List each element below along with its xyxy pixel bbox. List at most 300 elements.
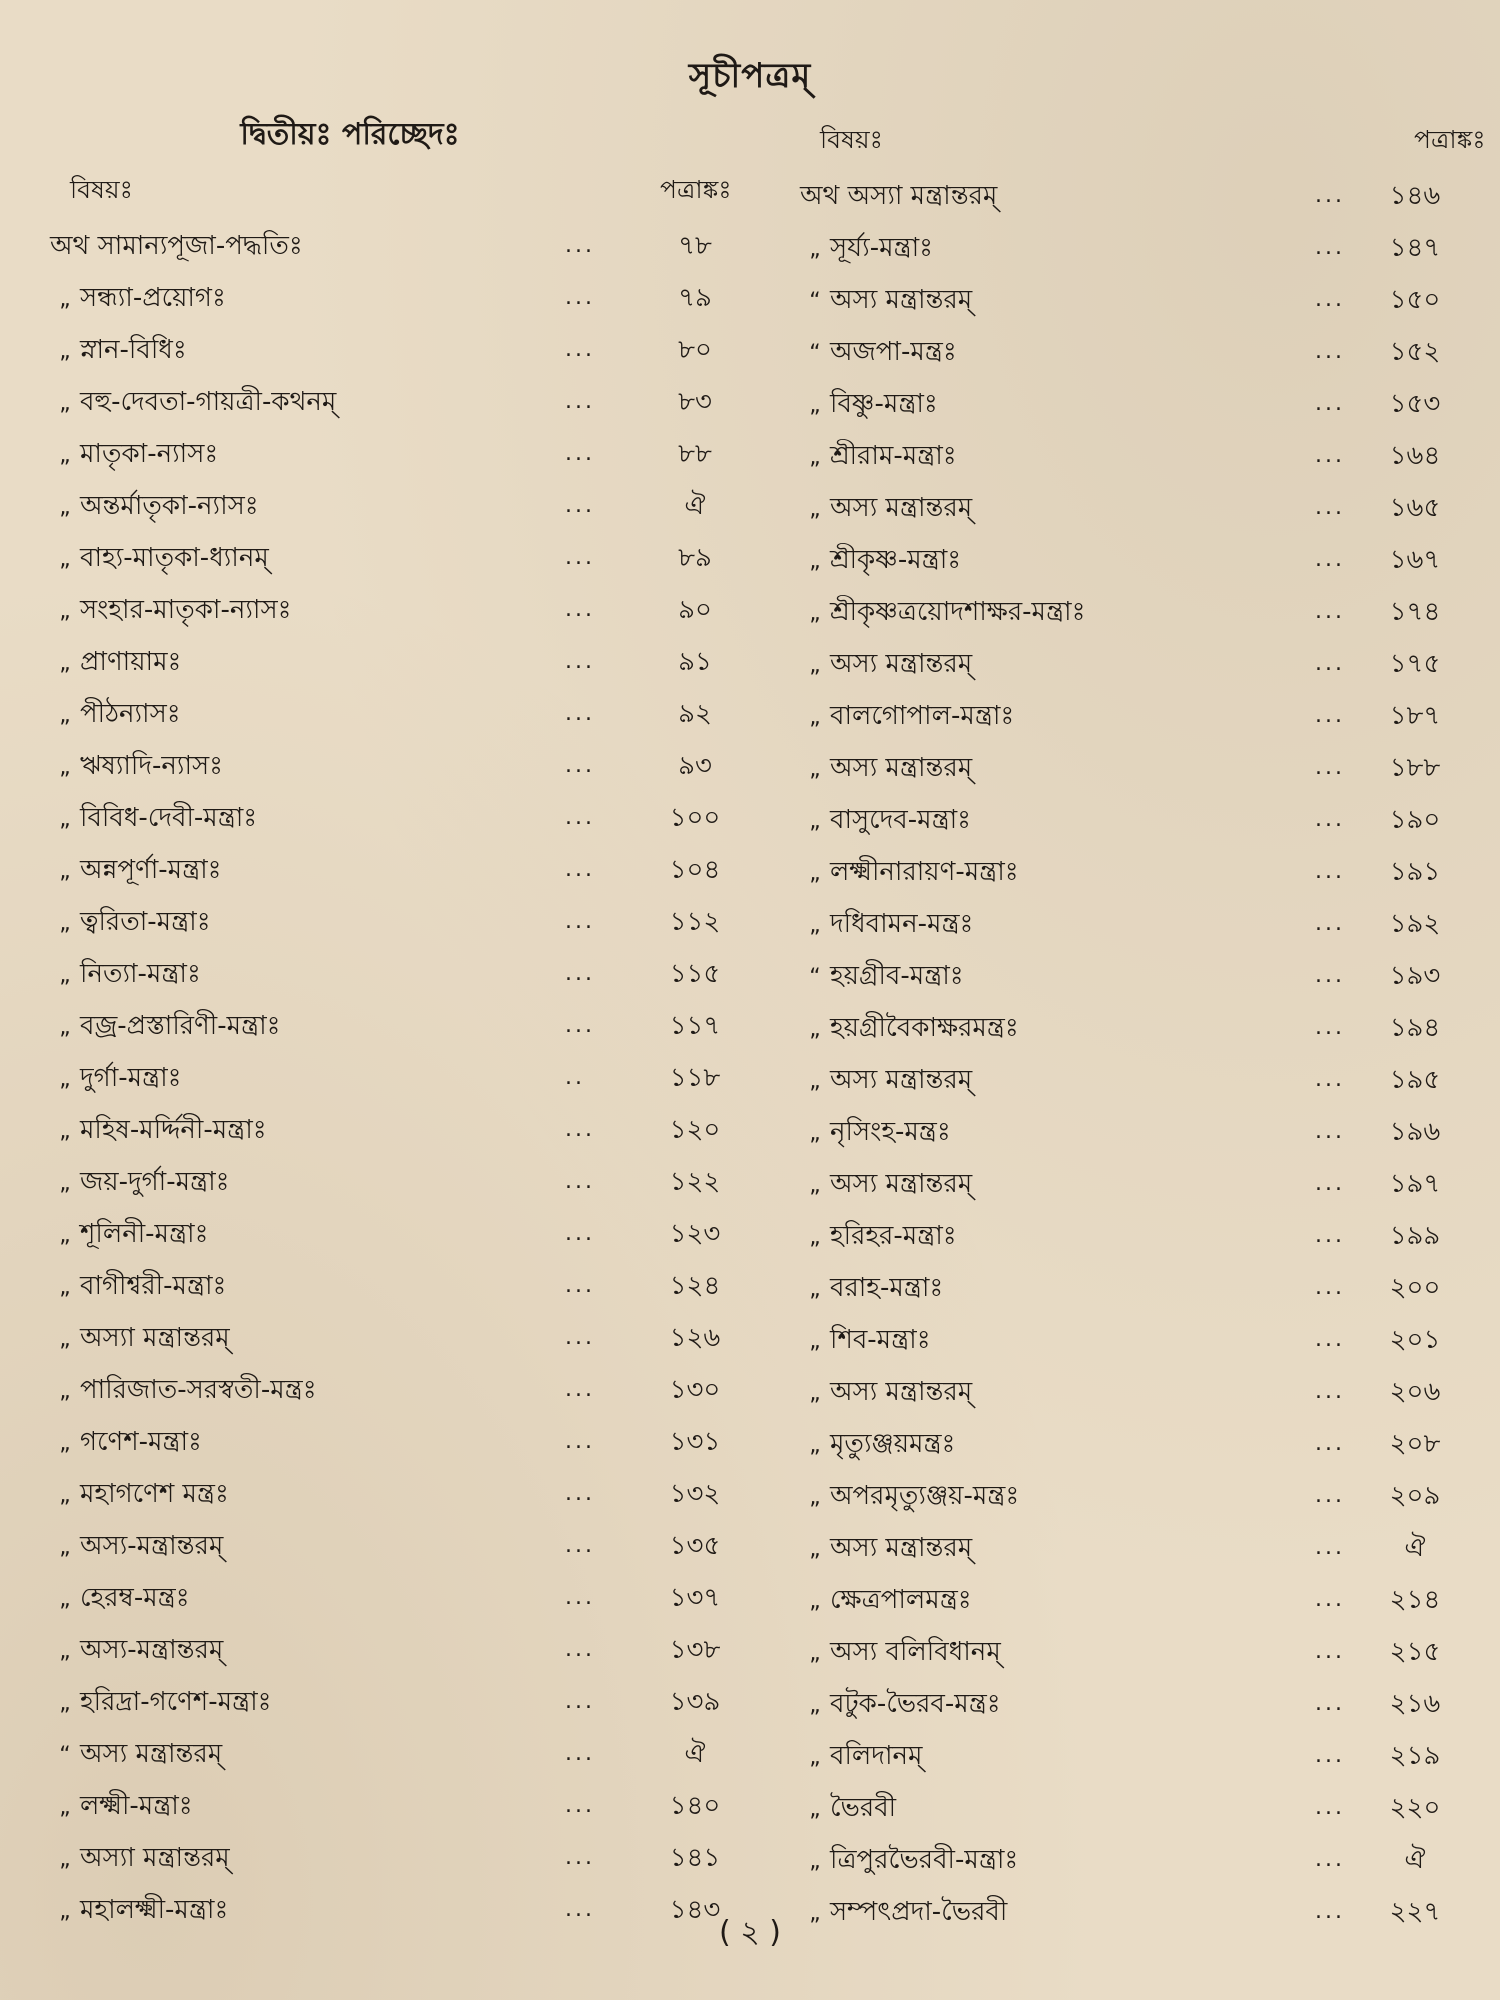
toc-entry (50, 1052, 750, 1104)
toc-entry (800, 950, 1460, 1002)
toc-entry (50, 792, 750, 844)
ditto-mark: „ (809, 861, 821, 886)
toc-entry (800, 274, 1460, 326)
ditto-mark: „ (59, 1795, 71, 1820)
leader-dots: ... (1315, 183, 1345, 208)
ditto-mark: „ (809, 1589, 821, 1614)
toc-entry-page: ১৯৬ (1389, 1117, 1441, 1147)
toc-entry-page: ১৮৮ (1389, 753, 1441, 783)
leader-dots: ... (565, 1377, 595, 1402)
ditto-mark: „ (59, 859, 71, 884)
toc-entry-title: বহু-দেবতা-গায়ত্রী-কথনম্ (80, 387, 337, 417)
toc-entry-title: অস্য মন্ত্রান্তরম্ (830, 753, 973, 783)
toc-entry-title: সন্ধ্যা-প্রয়োগঃ (80, 283, 226, 313)
toc-entry-page: ২০৯ (1389, 1481, 1441, 1511)
leader-dots: ... (1315, 339, 1345, 364)
toc-entry (800, 1158, 1460, 1210)
toc-entry (800, 1262, 1460, 1314)
toc-entry-title: লক্ষ্মী-মন্ত্রাঃ (80, 1791, 193, 1821)
ditto-mark: “ (809, 289, 821, 314)
leader-dots: ... (565, 701, 595, 726)
subject-header: বিষয়ঃ (70, 175, 133, 204)
toc-entry-title: নিত্যা-মন্ত্রাঃ (80, 959, 201, 989)
leader-dots: ... (1315, 1067, 1345, 1092)
leader-dots: ... (565, 805, 595, 830)
leader-dots: ... (565, 1637, 595, 1662)
toc-entry (50, 272, 750, 324)
toc-entry-page: ১৬৪ (1389, 441, 1441, 471)
toc-entry-title: অথ অস্যা মন্ত্রান্তরম্ (800, 181, 998, 211)
toc-entry-title: সংহার-মাতৃকা-ন্যাসঃ (80, 595, 292, 625)
toc-entry-page: ১৯৯ (1389, 1221, 1441, 1251)
toc-entry (800, 638, 1460, 690)
ditto-mark: „ (809, 601, 821, 626)
toc-entry (800, 1678, 1460, 1730)
toc-entry-title: বাহ্য-মাতৃকা-ধ্যানম্ (80, 543, 269, 573)
toc-entry-page: ১২৪ (669, 1271, 721, 1301)
leader-dots: ... (1315, 443, 1345, 468)
toc-entry-page: ১৩০ (669, 1375, 721, 1405)
toc-entry-title: বটুক-ভৈরব-মন্ত্রঃ (830, 1689, 1001, 1719)
ditto-mark: „ (59, 755, 71, 780)
leader-dots: ... (1315, 1587, 1345, 1612)
toc-entry-page: ১৭৫ (1389, 649, 1441, 679)
leader-dots: ... (565, 1897, 595, 1922)
ditto-mark: „ (59, 1171, 71, 1196)
toc-entry-title: শূলিনী-মন্ত্রাঃ (80, 1219, 209, 1249)
leader-dots: ... (1315, 1379, 1345, 1404)
toc-entry-page: ১৪৩ (669, 1895, 721, 1925)
toc-entry-page: ৮৩ (678, 387, 712, 417)
leader-dots: ... (565, 1845, 595, 1870)
ditto-mark: „ (809, 497, 821, 522)
toc-entry-page: ১৪৭ (1389, 233, 1441, 263)
page-number-footer: ( ২ ) (719, 1915, 781, 1950)
toc-entry (50, 844, 750, 896)
leader-dots: ... (565, 1221, 595, 1246)
leader-dots: ... (565, 857, 595, 882)
leader-dots: ... (1315, 391, 1345, 416)
ditto-mark: „ (809, 1329, 821, 1354)
ditto-mark: „ (809, 237, 821, 262)
toc-entry (50, 1416, 750, 1468)
toc-entry-page: ১৯৪ (1389, 1013, 1441, 1043)
toc-entry-page: ১৩৫ (669, 1531, 721, 1561)
toc-entry-page: ১৩৮ (669, 1635, 721, 1665)
ditto-mark: „ (809, 1017, 821, 1042)
toc-entry (50, 1208, 750, 1260)
toc-entry (50, 480, 750, 532)
leader-dots: ... (1315, 1795, 1345, 1820)
ditto-mark: „ (59, 339, 71, 364)
toc-entry-title: অস্য বলিবিধানম্ (830, 1637, 1001, 1667)
leader-dots: ... (1315, 755, 1345, 780)
toc-entry-page: ১৪১ (669, 1843, 721, 1873)
toc-entry-page: ১৯২ (1389, 909, 1441, 939)
toc-entry-page: ৮০ (678, 335, 712, 365)
ditto-mark: „ (59, 1483, 71, 1508)
toc-entry-page: ১২০ (669, 1115, 721, 1145)
page-number-header: পত্রাঙ্কঃ (1414, 125, 1486, 154)
toc-entry-page: ৭৯ (678, 283, 712, 313)
ditto-mark: „ (59, 1535, 71, 1560)
ditto-mark: „ (59, 599, 71, 624)
leader-dots: ... (565, 233, 595, 258)
leader-dots: ... (1315, 1691, 1345, 1716)
ditto-mark: „ (809, 393, 821, 418)
toc-entry-title: ভৈরবী (830, 1793, 897, 1823)
ditto-mark: „ (59, 547, 71, 572)
toc-entry-page: ১২৬ (669, 1323, 721, 1353)
toc-entry-page: ২২৭ (1389, 1897, 1441, 1927)
ditto-mark: „ (59, 1067, 71, 1092)
toc-entry (50, 1676, 750, 1728)
leader-dots: ... (565, 1585, 595, 1610)
ditto-mark: „ (59, 1379, 71, 1404)
toc-entry-title: অস্য মন্ত্রান্তরম্ (80, 1739, 223, 1769)
toc-entry-page: ১৩১ (669, 1427, 721, 1457)
toc-entry (50, 1364, 750, 1416)
toc-entry-page: ৭৮ (678, 231, 712, 261)
toc-entry (800, 1730, 1460, 1782)
toc-entry (800, 534, 1460, 586)
toc-entry-title: অন্তর্মাতৃকা-ন্যাসঃ (80, 491, 259, 521)
toc-entry-title: অস্য-মন্ত্রান্তরম্ (80, 1635, 224, 1665)
toc-entry-title: নৃসিংহ-মন্ত্রঃ (830, 1117, 951, 1147)
ditto-mark: „ (59, 287, 71, 312)
leader-dots: ... (565, 1689, 595, 1714)
toc-entry-page: ১৫৩ (1389, 389, 1441, 419)
toc-entry-page: ৯০ (678, 595, 712, 625)
toc-entry (50, 1260, 750, 1312)
toc-entry-page: ৯২ (678, 699, 712, 729)
toc-entry-title: মহালক্ষ্মী-মন্ত্রাঃ (80, 1895, 229, 1925)
toc-entry-title: অথ সামান্যপূজা-পদ্ধতিঃ (50, 231, 303, 261)
ditto-mark: „ (59, 1327, 71, 1352)
toc-entry-page: ২০১ (1389, 1325, 1441, 1355)
toc-entry (50, 324, 750, 376)
toc-entry (800, 1574, 1460, 1626)
toc-entry-title: বিষ্ণু-মন্ত্রাঃ (830, 389, 938, 419)
leader-dots: ... (565, 1429, 595, 1454)
leader-dots: ... (1315, 1483, 1345, 1508)
toc-entry (800, 222, 1460, 274)
toc-entry-page: ২১৯ (1389, 1741, 1441, 1771)
toc-entry-title: মহাগণেশ মন্ত্রঃ (80, 1479, 229, 1509)
leader-dots: ... (1315, 287, 1345, 312)
toc-entry-title: অন্নপূর্ণা-মন্ত্রাঃ (80, 855, 222, 885)
leader-dots: ... (1315, 495, 1345, 520)
leader-dots: ... (565, 545, 595, 570)
toc-entry-title: বলিদানম্ (830, 1741, 923, 1771)
toc-entry-page: ঐ (684, 491, 706, 521)
leader-dots: ... (1315, 1327, 1345, 1352)
ditto-mark: „ (59, 495, 71, 520)
toc-entry-title: প্রাণায়ামঃ (80, 647, 182, 677)
leader-dots: ... (565, 493, 595, 518)
leader-dots: ... (1315, 1119, 1345, 1144)
ditto-mark: „ (59, 1275, 71, 1300)
toc-entry-page: ১৫০ (1389, 285, 1441, 315)
toc-entry-page: ১৯০ (1389, 805, 1441, 835)
leader-dots: ... (1315, 1535, 1345, 1560)
toc-entry-title: শ্রীরাম-মন্ত্রাঃ (830, 441, 957, 471)
toc-entry-title: স্নান-বিধিঃ (80, 335, 187, 365)
toc-entry (800, 378, 1460, 430)
toc-entry-title: বাসুদেব-মন্ত্রাঃ (830, 805, 972, 835)
leader-dots: ... (1315, 1275, 1345, 1300)
toc-entry-page: ৮৯ (678, 543, 712, 573)
ditto-mark: „ (59, 1431, 71, 1456)
toc-entry (50, 1468, 750, 1520)
leader-dots: ... (1315, 1223, 1345, 1248)
toc-entry (800, 1782, 1460, 1834)
ditto-mark: „ (809, 549, 821, 574)
ditto-mark: „ (59, 1223, 71, 1248)
page-number-header: পত্রাঙ্কঃ (660, 175, 732, 204)
subject-header: বিষয়ঃ (820, 125, 883, 154)
leader-dots: ... (1315, 1431, 1345, 1456)
toc-entry-title: হরিদ্রা-গণেশ-মন্ত্রাঃ (80, 1687, 272, 1717)
toc-entry (800, 742, 1460, 794)
toc-entry-page: ৯১ (678, 647, 712, 677)
toc-entry (50, 1572, 750, 1624)
toc-entry-title: হয়গ্রীব-মন্ত্রাঃ (830, 961, 964, 991)
toc-entry (800, 1106, 1460, 1158)
ditto-mark: „ (809, 913, 821, 938)
toc-entry (800, 586, 1460, 638)
toc-entry (800, 170, 1460, 222)
ditto-mark: “ (59, 1743, 71, 1768)
ditto-mark: „ (809, 445, 821, 470)
leader-dots: ... (1315, 963, 1345, 988)
leader-dots: .. (565, 1065, 585, 1090)
ditto-mark: „ (809, 1693, 821, 1718)
toc-entry (800, 1626, 1460, 1678)
toc-entry-title: হয়গ্রীবৈকাক্ষরমন্ত্রঃ (830, 1013, 1019, 1043)
ditto-mark: „ (809, 1745, 821, 1770)
ditto-mark: „ (809, 1485, 821, 1510)
leader-dots: ... (565, 1013, 595, 1038)
toc-list (800, 170, 1460, 1938)
toc-entry (50, 584, 750, 636)
toc-entry-page: ১৬৭ (1389, 545, 1441, 575)
toc-entry (50, 1832, 750, 1884)
toc-entry-page: ১১৭ (669, 1011, 721, 1041)
ditto-mark: „ (809, 1277, 821, 1302)
toc-entry-title: লক্ষ্মীনারায়ণ-মন্ত্রাঃ (830, 857, 1019, 887)
toc-entry (800, 1834, 1460, 1886)
toc-entry (800, 1522, 1460, 1574)
toc-entry-title: শিব-মন্ত্রাঃ (830, 1325, 931, 1355)
toc-entry-page: ২১৫ (1389, 1637, 1441, 1667)
section-title: দ্বিতীয়ঃ পরিচ্ছেদঃ (240, 117, 460, 152)
toc-entry (50, 688, 750, 740)
toc-entry-page: ৮৮ (678, 439, 712, 469)
toc-entry-title: অস্য-মন্ত্রান্তরম্ (80, 1531, 224, 1561)
toc-entry-title: হেরম্ব-মন্ত্রঃ (80, 1583, 190, 1613)
toc-entry-title: দুর্গা-মন্ত্রাঃ (80, 1063, 182, 1093)
leader-dots: ... (565, 1481, 595, 1506)
leader-dots: ... (1315, 1743, 1345, 1768)
page-title: সূচীপত্রম্ (688, 56, 812, 96)
leader-dots: ... (565, 285, 595, 310)
toc-entry (50, 636, 750, 688)
toc-entry-page: ১৬৫ (1389, 493, 1441, 523)
ditto-mark: „ (59, 807, 71, 832)
leader-dots: ... (1315, 1171, 1345, 1196)
toc-entry-page: ১৯৩ (1389, 961, 1441, 991)
toc-entry-title: বজ্র-প্রস্তারিণী-মন্ত্রাঃ (80, 1011, 281, 1041)
leader-dots: ... (565, 1741, 595, 1766)
ditto-mark: “ (809, 965, 821, 990)
ditto-mark: „ (59, 1015, 71, 1040)
leader-dots: ... (1315, 599, 1345, 624)
toc-entry-page: ১৪৬ (1389, 181, 1441, 211)
toc-entry-title: অস্য মন্ত্রান্তরম্ (830, 493, 973, 523)
toc-entry-title: পারিজাত-সরস্বতী-মন্ত্রঃ (80, 1375, 317, 1405)
ditto-mark: “ (809, 341, 821, 366)
toc-entry-page: ১১২ (669, 907, 721, 937)
toc-entry (50, 1104, 750, 1156)
toc-entry-page: ১৩৯ (669, 1687, 721, 1717)
ditto-mark: „ (809, 1381, 821, 1406)
toc-entry (50, 1624, 750, 1676)
toc-entry-page: ২০০ (1389, 1273, 1441, 1303)
toc-entry (50, 1000, 750, 1052)
toc-entry (800, 1418, 1460, 1470)
ditto-mark: „ (809, 1121, 821, 1146)
leader-dots: ... (1315, 1899, 1345, 1924)
leader-dots: ... (1315, 235, 1345, 260)
toc-entry (800, 430, 1460, 482)
toc-entry-title: অস্য মন্ত্রান্তরম্ (830, 1377, 973, 1407)
toc-entry (50, 532, 750, 584)
toc-entry (50, 1520, 750, 1572)
leader-dots: ... (565, 1533, 595, 1558)
toc-entry-page: ১১৫ (669, 959, 721, 989)
toc-entry-page: ২০৬ (1389, 1377, 1441, 1407)
toc-entry-page: ১৩২ (669, 1479, 721, 1509)
toc-entry-page: ১৯১ (1389, 857, 1441, 887)
toc-entry-page: ১০০ (669, 803, 721, 833)
ditto-mark: „ (809, 1849, 821, 1874)
toc-entry-title: অস্যা মন্ত্রান্তরম্ (80, 1843, 230, 1873)
ditto-mark: „ (59, 911, 71, 936)
toc-list (50, 220, 750, 1936)
toc-entry-page: ১৭৪ (1389, 597, 1441, 627)
toc-entry-title: সম্পৎপ্রদা-ভৈরবী (830, 1897, 1008, 1927)
ditto-mark: „ (809, 705, 821, 730)
ditto-mark: „ (59, 391, 71, 416)
leader-dots: ... (565, 1273, 595, 1298)
toc-entry-title: সূর্য্য-মন্ত্রাঃ (830, 233, 933, 263)
toc-entry (800, 898, 1460, 950)
ditto-mark: „ (809, 1901, 821, 1926)
toc-entry-title: জয়-দুর্গা-মন্ত্রাঃ (80, 1167, 230, 1197)
leader-dots: ... (565, 1793, 595, 1818)
toc-entry-title: অস্য মন্ত্রান্তরম্ (830, 649, 973, 679)
ditto-mark: „ (809, 1173, 821, 1198)
ditto-mark: „ (809, 1069, 821, 1094)
leader-dots: ... (1315, 1639, 1345, 1664)
toc-entry-page: ১৪০ (669, 1791, 721, 1821)
toc-entry (800, 482, 1460, 534)
ditto-mark: „ (59, 1847, 71, 1872)
ditto-mark: „ (59, 1587, 71, 1612)
toc-entry-title: ত্রিপুরভৈরবী-মন্ত্রাঃ (830, 1845, 1019, 1875)
toc-entry-page: ২০৮ (1389, 1429, 1441, 1459)
toc-entry-page: ১৮৭ (1389, 701, 1441, 731)
leader-dots: ... (565, 441, 595, 466)
toc-entry-title: মহিষ-মর্দ্দিনী-মন্ত্রাঃ (80, 1115, 267, 1145)
toc-entry (800, 690, 1460, 742)
ditto-mark: „ (809, 1797, 821, 1822)
toc-entry (800, 1002, 1460, 1054)
toc-entry (50, 1156, 750, 1208)
leader-dots: ... (1315, 703, 1345, 728)
toc-entry-title: বাগীশ্বরী-মন্ত্রাঃ (80, 1271, 227, 1301)
toc-entry-title: দধিবামন-মন্ত্রঃ (830, 909, 974, 939)
toc-entry-title: হরিহর-মন্ত্রাঃ (830, 1221, 957, 1251)
leader-dots: ... (1315, 651, 1345, 676)
toc-entry-page: ঐ (684, 1739, 706, 1769)
toc-entry-page: ১০৪ (669, 855, 721, 885)
toc-entry-page: ১২৩ (669, 1219, 721, 1249)
ditto-mark: „ (809, 757, 821, 782)
toc-entry (800, 1366, 1460, 1418)
toc-entry (800, 794, 1460, 846)
toc-entry-title: অস্যা মন্ত্রান্তরম্ (80, 1323, 230, 1353)
toc-entry (50, 740, 750, 792)
toc-entry-title: অস্য মন্ত্রান্তরম্ (830, 1065, 973, 1095)
toc-entry-page: ১৯৫ (1389, 1065, 1441, 1095)
toc-entry-page: ১৩৭ (669, 1583, 721, 1613)
toc-entry-page: ১৫২ (1389, 337, 1441, 367)
toc-entry (50, 1312, 750, 1364)
toc-entry-title: বালগোপাল-মন্ত্রাঃ (830, 701, 1015, 731)
leader-dots: ... (565, 1117, 595, 1142)
toc-entry-title: অজপা-মন্ত্রঃ (830, 337, 957, 367)
toc-entry-title: অস্য মন্ত্রান্তরম্ (830, 1533, 973, 1563)
toc-entry-title: শ্রীকৃষ্ণ-মন্ত্রাঃ (830, 545, 962, 575)
ditto-mark: „ (809, 653, 821, 678)
toc-entry-title: ত্বরিতা-মন্ত্রাঃ (80, 907, 211, 937)
leader-dots: ... (565, 389, 595, 414)
toc-entry-page: ২১৬ (1389, 1689, 1441, 1719)
ditto-mark: „ (59, 1691, 71, 1716)
toc-entry-page: ২১৪ (1389, 1585, 1441, 1615)
toc-entry-title: মৃত্যুঞ্জয়মন্ত্রঃ (830, 1429, 956, 1459)
toc-entry-title: অস্য মন্ত্রান্তরম্ (830, 1169, 973, 1199)
leader-dots: ... (565, 337, 595, 362)
toc-entry-page: ৯৩ (678, 751, 712, 781)
ditto-mark: „ (809, 1225, 821, 1250)
toc-entry (800, 1054, 1460, 1106)
leader-dots: ... (565, 649, 595, 674)
leader-dots: ... (1315, 1847, 1345, 1872)
ditto-mark: „ (809, 1433, 821, 1458)
toc-entry (800, 846, 1460, 898)
toc-entry-title: ঋষ্যাদি-ন্যাসঃ (80, 751, 224, 781)
toc-entry-title: গণেশ-মন্ত্রাঃ (80, 1427, 202, 1457)
leader-dots: ... (1315, 807, 1345, 832)
ditto-mark: „ (59, 1639, 71, 1664)
ditto-mark: „ (809, 809, 821, 834)
leader-dots: ... (1315, 547, 1345, 572)
toc-entry-page: ১২২ (669, 1167, 721, 1197)
toc-entry-title: ক্ষেত্রপালমন্ত্রঃ (830, 1585, 972, 1615)
